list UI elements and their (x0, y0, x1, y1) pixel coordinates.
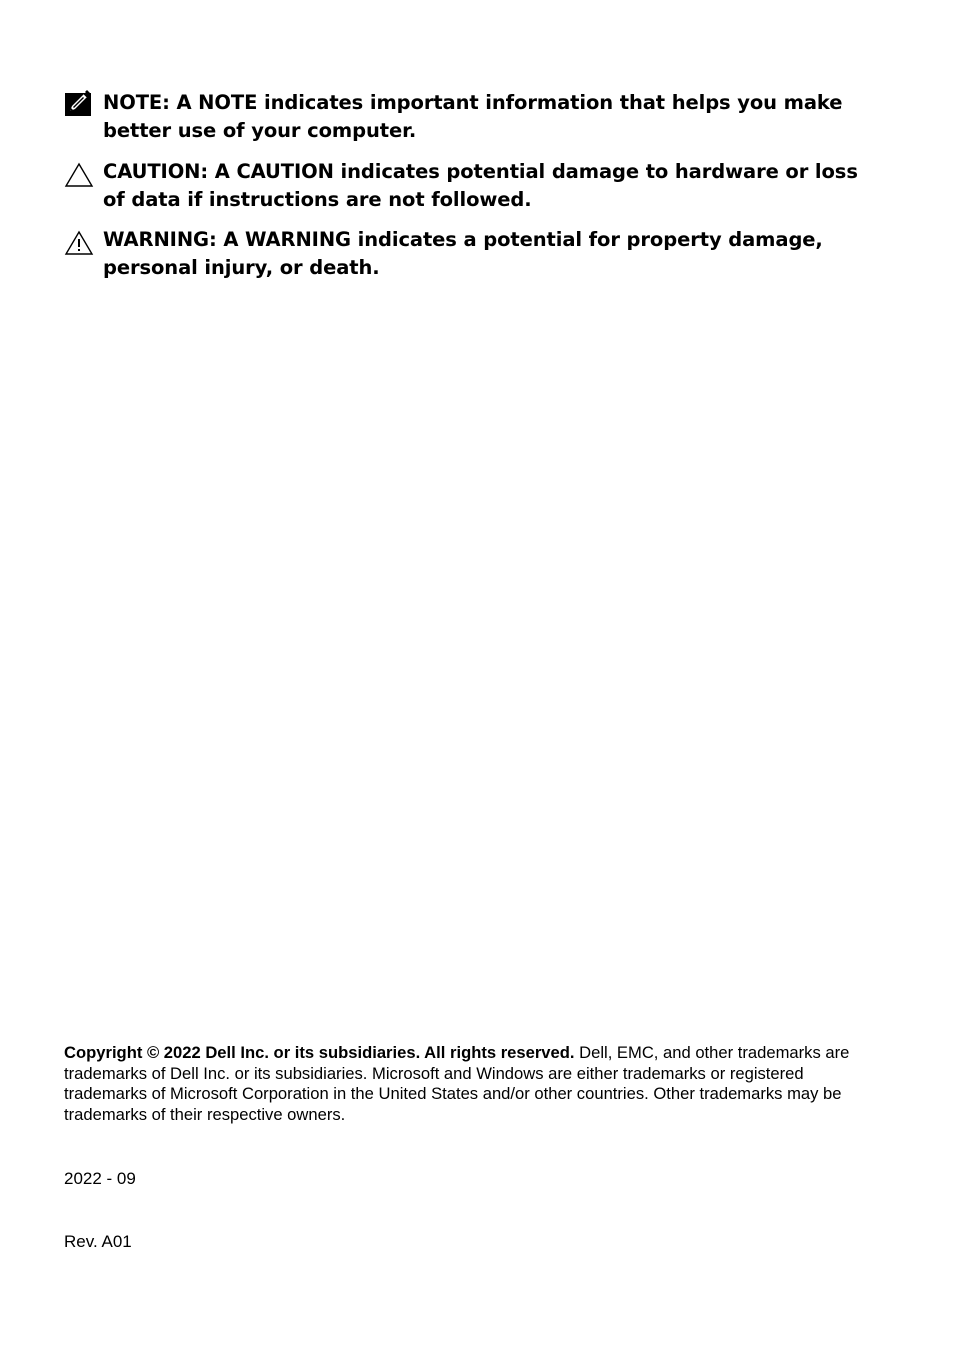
caution-notice (64, 158, 864, 213)
caution-triangle-icon (64, 158, 94, 186)
caution-text: CAUTION: A CAUTION indicates potential damage to hardware or loss of data if instructions are not followed. (103, 160, 858, 211)
publication-date: 2022 - 09 (64, 1169, 136, 1188)
copyright-statement (64, 1043, 864, 1125)
warning-exclamation-triangle-icon (64, 226, 94, 254)
revision-number: Rev. A01 (64, 1232, 132, 1251)
note-notice (64, 89, 864, 144)
copyright-bold-text: Copyright © 2022 Dell Inc. or its subsidiaries. All rights reserved. (64, 1043, 575, 1062)
note-text: NOTE: A NOTE indicates important information that helps you make better use of your computer. (103, 91, 843, 142)
copyright-trademark-text: Dell, EMC, and other trademarks are trademarks of Dell Inc. or its subsidiaries. Microsoft and Windows are either trademarks or registered trademarks of Microsoft Corporation in the United States and/or other countries. Other trademarks may be trademarks of their respective owners. (64, 1043, 850, 1124)
note-pencil-icon (64, 89, 94, 117)
warning-text: WARNING: A WARNING indicates a potential for property damage, personal injury, or death. (103, 228, 823, 279)
warning-notice (64, 226, 864, 281)
